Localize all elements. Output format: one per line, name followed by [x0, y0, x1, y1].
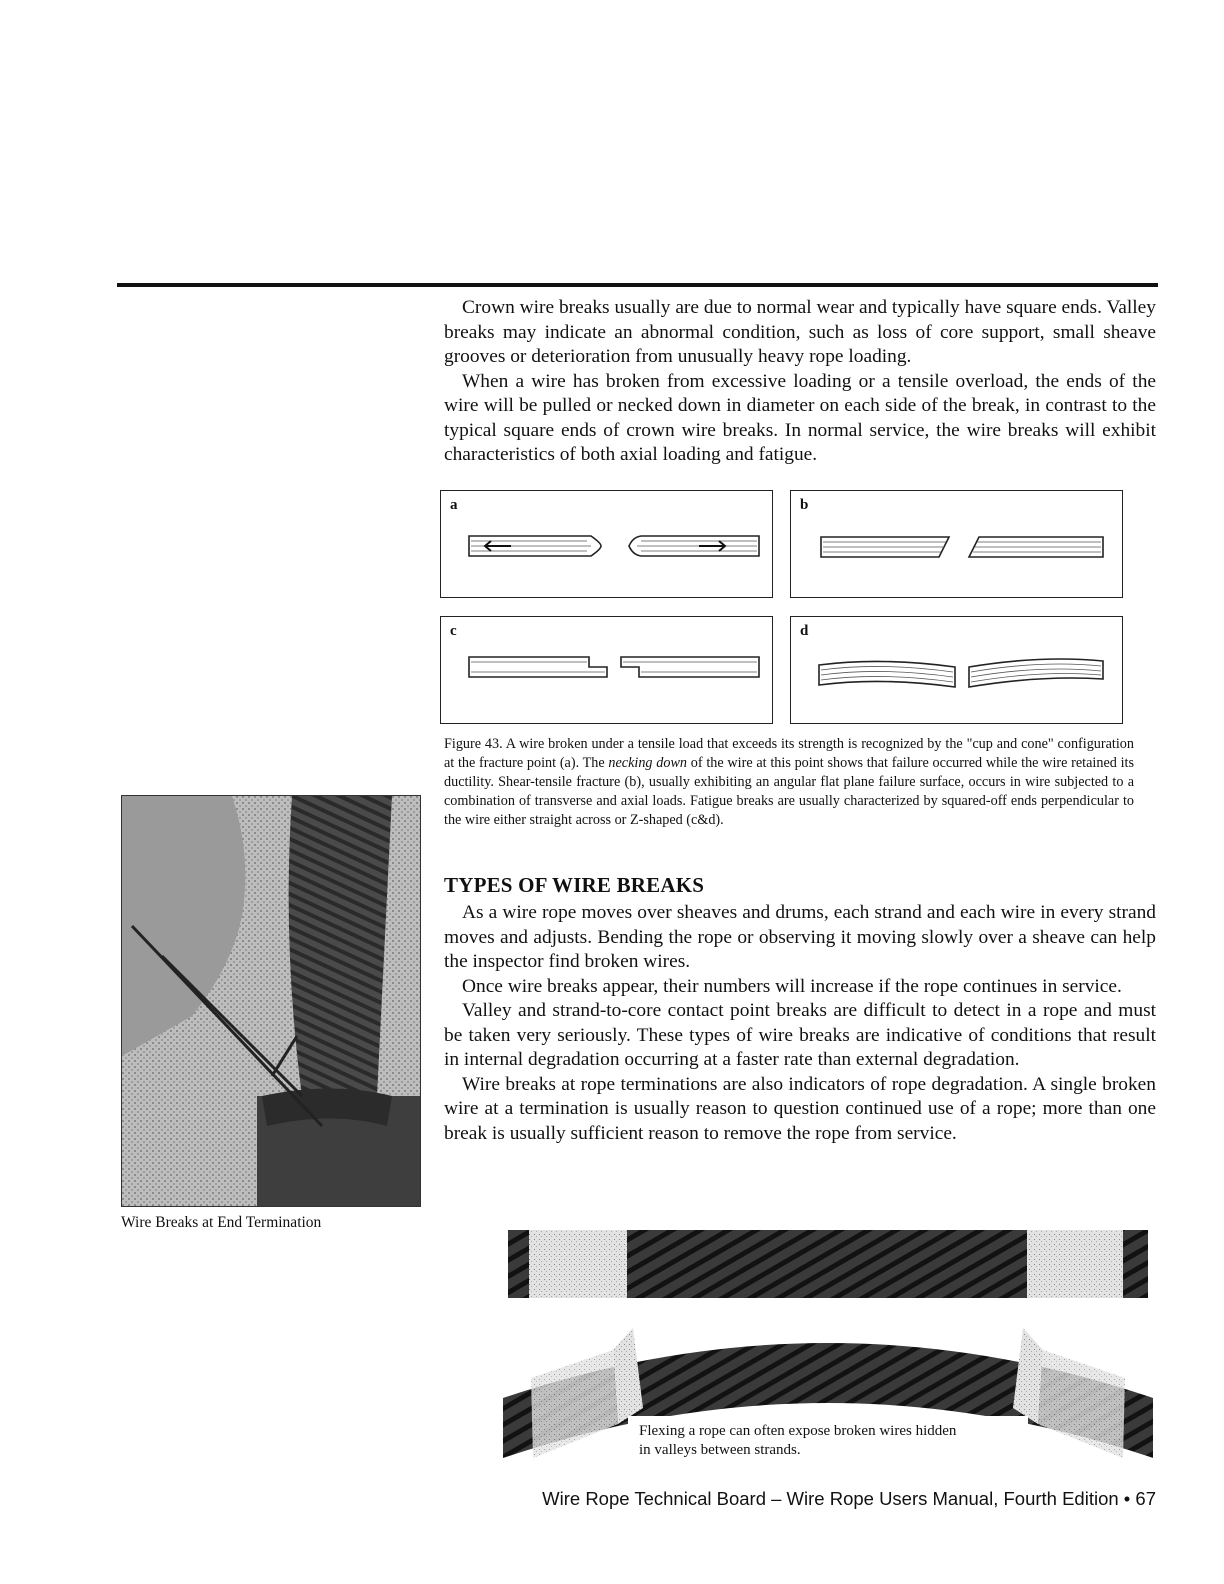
cup-and-cone-break-illustration	[441, 491, 772, 597]
types-paragraph-4: Wire breaks at rope terminations are also indicators of rope degradation. A single broken wire at a termination is usually reason to question continued use of a rope; more than one break is usually sufficient reason to remove the rope from service.	[444, 1073, 1156, 1144]
caption-text-part-1: Figure 43. A wire broken under a tensile load that exceeds its strength is recognized by the "cup and cone" configuration at the fracture point (a). The	[444, 736, 1134, 771]
wire-breaks-end-termination-image	[122, 796, 420, 1206]
z-shaped-fatigue-break-illustration	[441, 617, 772, 723]
end-termination-photo	[121, 795, 421, 1207]
figure-panel-c	[440, 616, 773, 724]
intro-paragraph-2: When a wire has broken from excessive loading or a tensile overload, the ends of the wire will be pulled or necked down in diameter on each side of the break, in contrast to the typical square ends of crown wire breaks. In normal service, the wire breaks will exhibit characteristics of both axial loading and fatigue.	[444, 370, 1156, 465]
flexed-rope-caption-line-2: in valleys between strands.	[639, 1442, 801, 1458]
panel-label-c: c	[450, 623, 457, 639]
panel-label-d: d	[800, 623, 809, 639]
intro-paragraph-1: Crown wire breaks usually are due to normal wear and typically have square ends. Valley breaks may indicate an abnormal condition, such as loss of core support, small sheave grooves or deterioration from unusually heavy rope loading.	[444, 297, 1156, 367]
flexed-rope-caption	[639, 1422, 956, 1460]
types-paragraph-1: As a wire rope moves over sheaves and drums, each strand and each wire in every strand moves and adjusts. Bending the rope or observing it moving slowly over a sheave can help the inspector find broken wires.	[444, 902, 1156, 972]
square-fatigue-break-illustration	[791, 617, 1122, 723]
panel-label-b: b	[800, 497, 809, 513]
shear-tensile-break-illustration	[791, 491, 1122, 597]
figure-43	[440, 490, 1126, 726]
types-of-wire-breaks-section	[444, 872, 1156, 1146]
intro-text	[444, 296, 1156, 468]
top-rule	[117, 283, 1158, 287]
caption-emphasis: necking down	[608, 755, 688, 771]
types-paragraph-3: Valley and strand-to-core contact point breaks are difficult to detect in a rope and must be taken very seriously. These types of wire breaks are indicative of conditions that result in internal degradation occurring at a faster rate than external degradation.	[444, 1000, 1156, 1070]
figure-panel-b	[790, 490, 1123, 598]
types-paragraph-2: Once wire breaks appear, their numbers will increase if the rope continues in service.	[462, 975, 1122, 997]
section-heading: TYPES OF WIRE BREAKS	[444, 873, 705, 897]
end-termination-caption: Wire Breaks at End Termination	[121, 1214, 322, 1231]
flexed-rope-caption-line-1: Flexing a rope can often expose broken wires hidden	[639, 1423, 957, 1439]
page-footer: Wire Rope Technical Board – Wire Rope Users Manual, Fourth Edition • 67	[542, 1488, 1156, 1509]
panel-label-a: a	[450, 497, 458, 513]
caption-text-part-2: of the wire at this point shows that failure occurred while the wire retained its ductility. Shear-tensile fracture (b), usually exhibiting an angular flat plane failure surface, occurs in wire subjected to a combination of transverse and axial loads. Fatigue breaks are usually characterized by squared-off ends perpendicular to the wire either straight across or Z-shaped (c&d).	[444, 755, 1134, 828]
figure-43-caption	[444, 735, 1134, 830]
figure-panel-d	[790, 616, 1123, 724]
figure-panel-a	[440, 490, 773, 598]
